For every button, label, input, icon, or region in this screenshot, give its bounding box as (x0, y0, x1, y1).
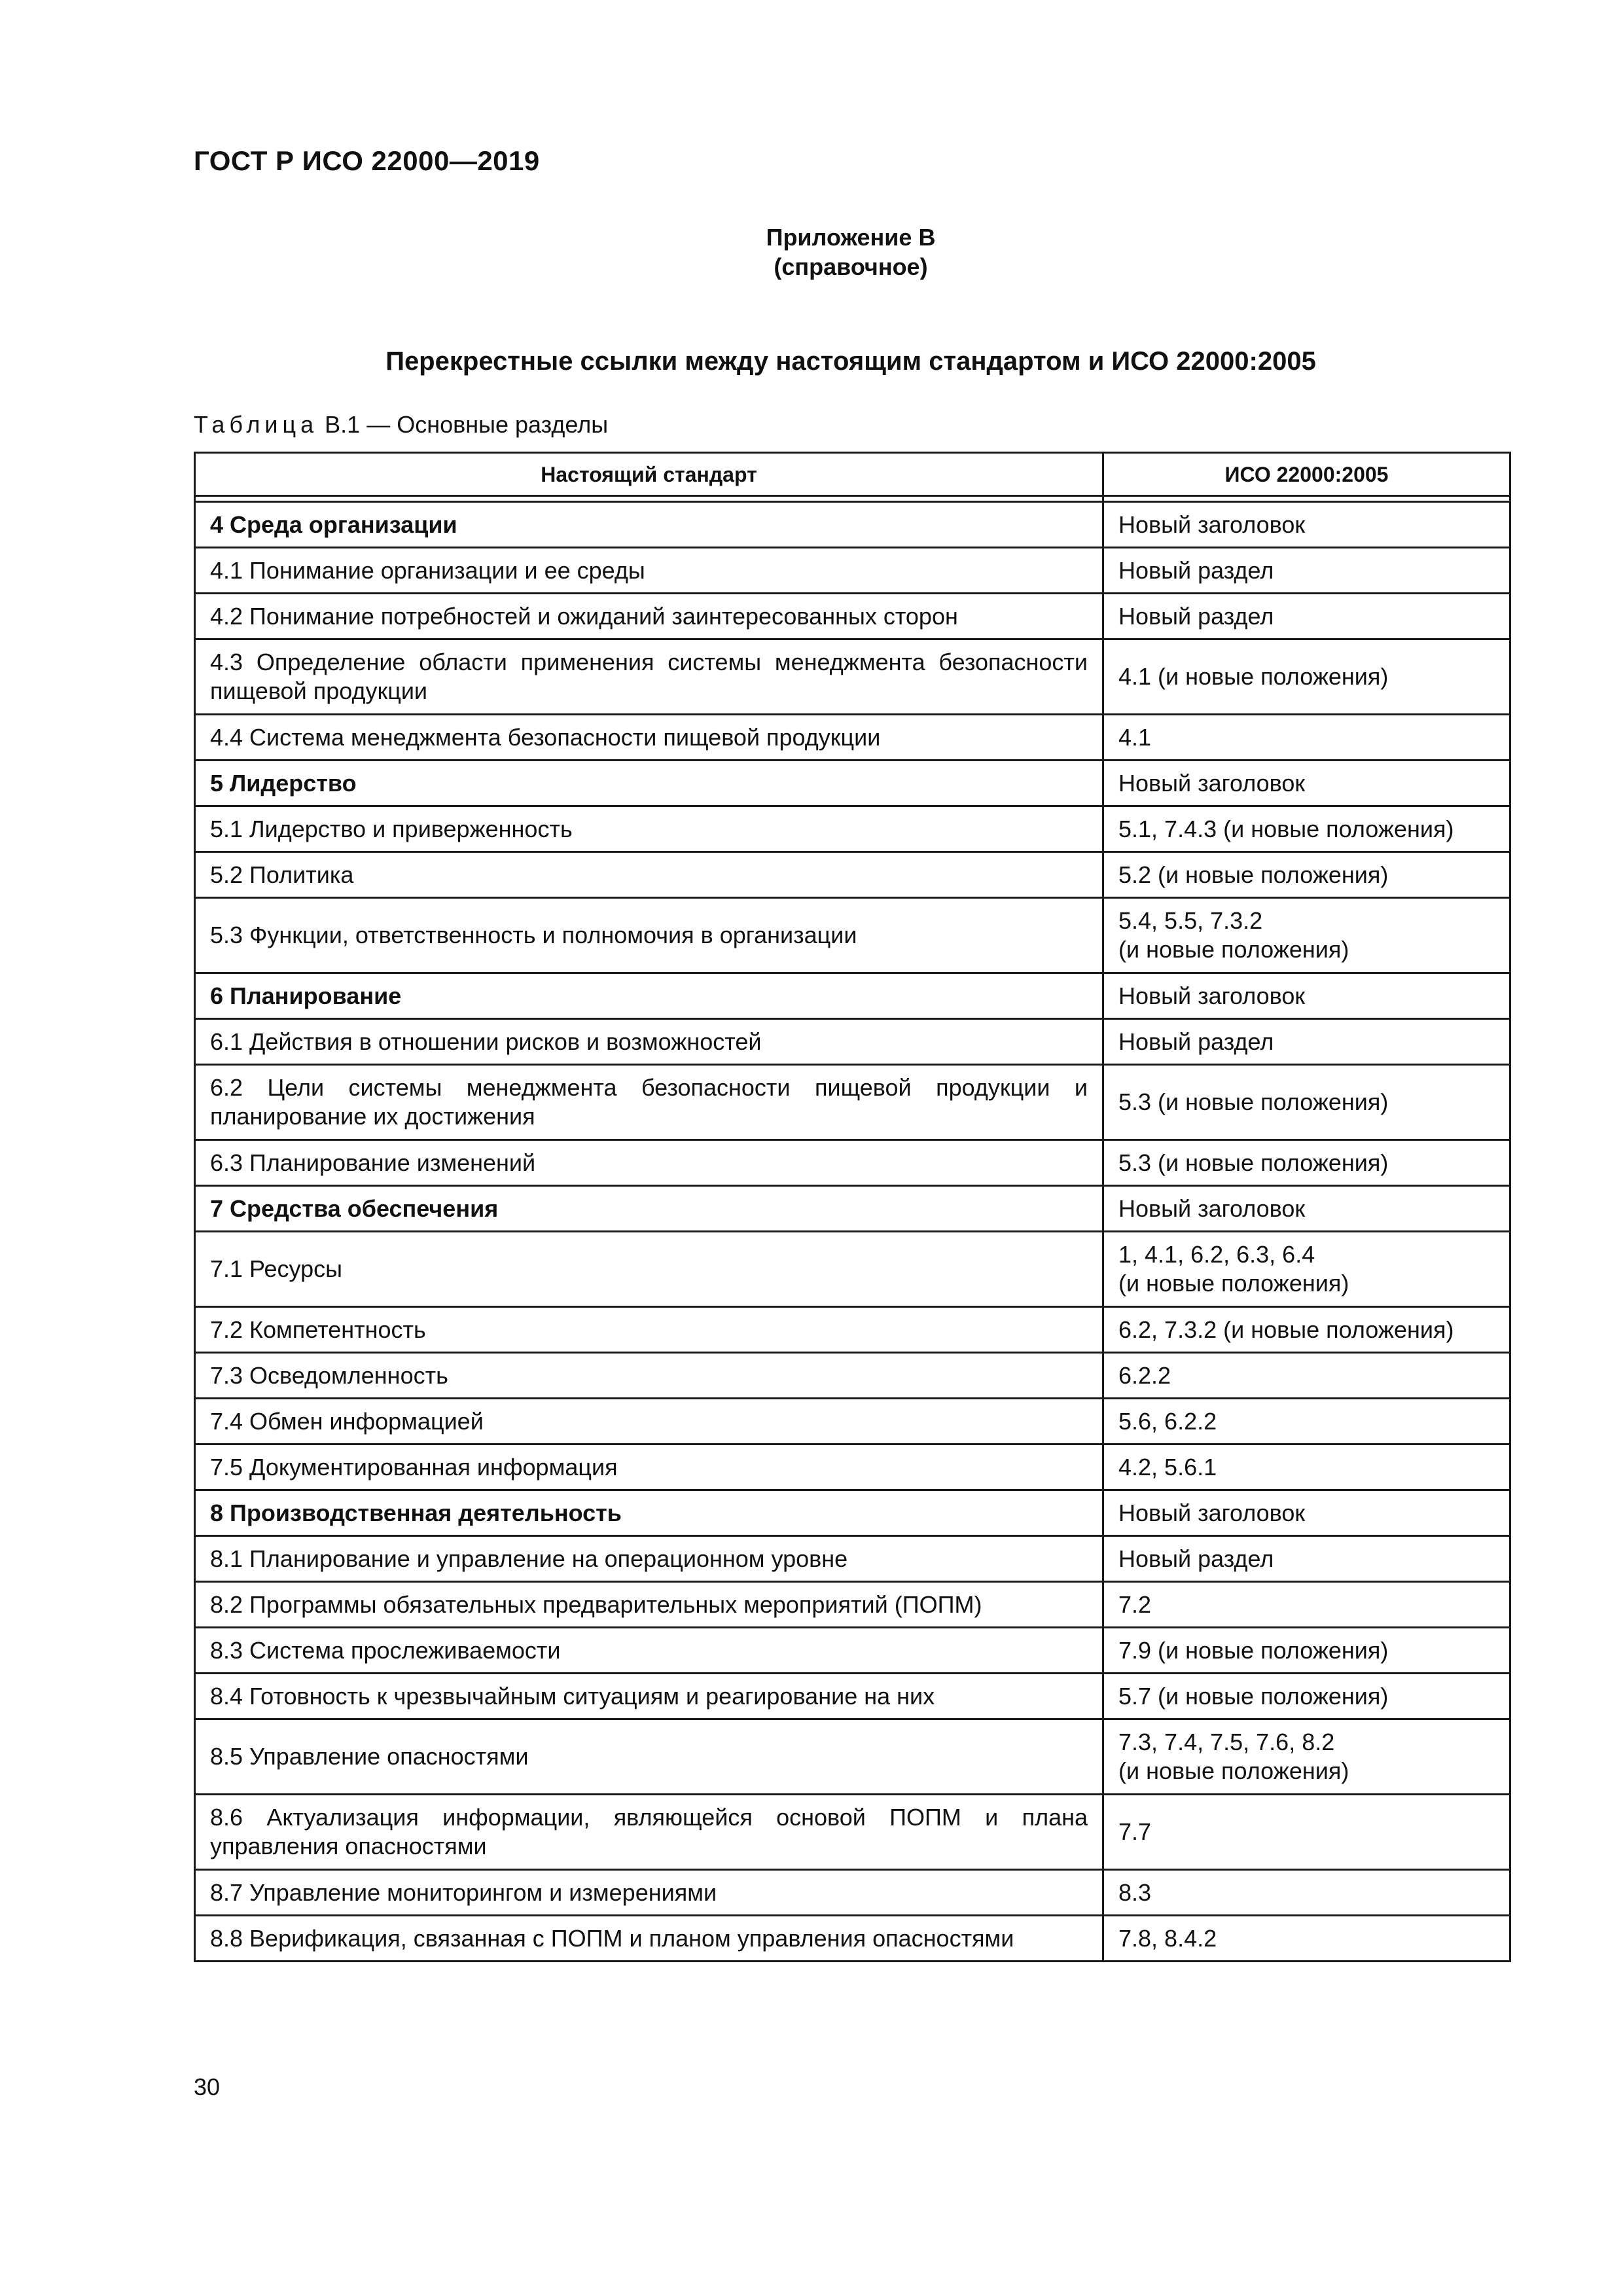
row-clause-iso-2005: 4.1 (1103, 715, 1510, 761)
row-clause-this-standard: 6.1 Действия в отношении рисков и возможностей (195, 1019, 1103, 1065)
row-clause-this-standard: 7 Средства обеспечения (195, 1186, 1103, 1232)
table-row (195, 1628, 1510, 1674)
row-clause-this-standard: 7.3 Осведомленность (195, 1353, 1103, 1399)
table-row (195, 1307, 1510, 1353)
table-row (195, 1140, 1510, 1186)
row-clause-this-standard: 4 Среда организации (195, 502, 1103, 548)
row-clause-iso-2005: Новый заголовок (1103, 1490, 1510, 1536)
table-row (195, 1719, 1510, 1795)
annex-title: Приложение В (766, 224, 936, 251)
row-clause-this-standard: 8.2 Программы обязательных предварительных мероприятий (ПОПМ) (195, 1582, 1103, 1628)
table-row (195, 1582, 1510, 1628)
row-clause-iso-2005: 5.6, 6.2.2 (1103, 1399, 1510, 1444)
row-clause-this-standard: 6.3 Планирование изменений (195, 1140, 1103, 1186)
row-clause-this-standard: 8.1 Планирование и управление на операционном уровне (195, 1536, 1103, 1582)
row-clause-iso-2005: 7.7 (1103, 1795, 1510, 1870)
table-row (195, 1019, 1510, 1065)
row-clause-this-standard: 4.1 Понимание организации и ее среды (195, 548, 1103, 594)
table-row (195, 1399, 1510, 1444)
row-clause-this-standard: 4.3 Определение области применения системы менеджмента безопасности пищевой продукции (195, 639, 1103, 715)
row-clause-iso-2005: 6.2.2 (1103, 1353, 1510, 1399)
row-clause-iso-2005: 8.3 (1103, 1870, 1510, 1916)
table-header-row (195, 453, 1510, 496)
row-clause-this-standard: 7.5 Документированная информация (195, 1444, 1103, 1490)
table-row (195, 548, 1510, 594)
table-caption-prefix: Таблица (194, 411, 319, 438)
table-row (195, 1232, 1510, 1307)
row-clause-iso-2005: 6.2, 7.3.2 (и новые положения) (1103, 1307, 1510, 1353)
table-row (195, 973, 1510, 1019)
table-row (195, 1444, 1510, 1490)
row-clause-this-standard: 8.5 Управление опасностями (195, 1719, 1103, 1795)
table-row (195, 1353, 1510, 1399)
row-clause-this-standard: 8.7 Управление мониторингом и измерениями (195, 1870, 1103, 1916)
row-clause-this-standard: 8.8 Верификация, связанная с ПОПМ и планом управления опасностями (195, 1916, 1103, 1962)
row-clause-this-standard: 8.3 Система прослеживаемости (195, 1628, 1103, 1674)
table-row (195, 761, 1510, 806)
page-title: Перекрестные ссылки между настоящим стандартом и ИСО 22000:2005 (385, 347, 1316, 376)
table-caption (194, 411, 608, 439)
table-row (195, 1186, 1510, 1232)
row-clause-this-standard: 6.2 Цели системы менеджмента безопасности пищевой продукции и планирование их достижения (195, 1065, 1103, 1140)
row-clause-this-standard: 4.2 Понимание потребностей и ожиданий заинтересованных сторон (195, 594, 1103, 639)
table-row (195, 715, 1510, 761)
page-number: 30 (194, 2073, 221, 2100)
row-clause-iso-2005: Новый раздел (1103, 1536, 1510, 1582)
row-clause-iso-2005: 5.3 (и новые положения) (1103, 1065, 1510, 1140)
row-clause-iso-2005: 7.2 (1103, 1582, 1510, 1628)
row-clause-iso-2005: 5.3 (и новые положения) (1103, 1140, 1510, 1186)
row-clause-this-standard: 5.1 Лидерство и приверженность (195, 806, 1103, 852)
table-row (195, 852, 1510, 898)
table-row (195, 594, 1510, 639)
table-row (195, 639, 1510, 715)
row-clause-iso-2005: 5.1, 7.4.3 (и новые положения) (1103, 806, 1510, 852)
annex-status: (справочное) (774, 253, 928, 280)
row-clause-this-standard: 6 Планирование (195, 973, 1103, 1019)
header-separator (195, 496, 1510, 502)
column-header-this-standard: Настоящий стандарт (195, 453, 1103, 496)
row-clause-iso-2005: 5.4, 5.5, 7.3.2 (и новые положения) (1103, 898, 1510, 973)
cross-reference-table (194, 452, 1511, 1962)
column-header-iso-2005: ИСО 22000:2005 (1103, 453, 1510, 496)
row-clause-iso-2005: Новый раздел (1103, 1019, 1510, 1065)
row-clause-iso-2005: 4.1 (и новые положения) (1103, 639, 1510, 715)
document-code: ГОСТ Р ИСО 22000—2019 (194, 145, 540, 176)
row-clause-this-standard: 8.6 Актуализация информации, являющейся основой ПОПМ и плана управления опасностями (195, 1795, 1103, 1870)
row-clause-iso-2005: 5.2 (и новые положения) (1103, 852, 1510, 898)
row-clause-iso-2005: 7.3, 7.4, 7.5, 7.6, 8.2 (и новые положения) (1103, 1719, 1510, 1795)
row-clause-iso-2005: Новый заголовок (1103, 1186, 1510, 1232)
row-clause-this-standard: 8 Производственная деятельность (195, 1490, 1103, 1536)
row-clause-this-standard: 5.2 Политика (195, 852, 1103, 898)
table-row (195, 898, 1510, 973)
row-clause-iso-2005: Новый заголовок (1103, 761, 1510, 806)
row-clause-this-standard: 7.2 Компетентность (195, 1307, 1103, 1353)
table-row (195, 1870, 1510, 1916)
table-body (195, 496, 1510, 1962)
row-clause-iso-2005: Новый заголовок (1103, 973, 1510, 1019)
table-row (195, 1795, 1510, 1870)
row-clause-iso-2005: 7.9 (и новые положения) (1103, 1628, 1510, 1674)
table-row (195, 1916, 1510, 1962)
table-row (195, 502, 1510, 548)
row-clause-iso-2005: 5.7 (и новые положения) (1103, 1674, 1510, 1719)
row-clause-this-standard: 8.4 Готовность к чрезвычайным ситуациям и реагирование на них (195, 1674, 1103, 1719)
table-caption-text: В.1 — Основные разделы (318, 411, 609, 438)
row-clause-this-standard: 5.3 Функции, ответственность и полномочия в организации (195, 898, 1103, 973)
row-clause-iso-2005: 7.8, 8.4.2 (1103, 1916, 1510, 1962)
table-row (195, 1065, 1510, 1140)
annex-heading (0, 223, 1623, 281)
row-clause-this-standard: 5 Лидерство (195, 761, 1103, 806)
row-clause-iso-2005: Новый раздел (1103, 548, 1510, 594)
row-clause-iso-2005: Новый заголовок (1103, 502, 1510, 548)
table-row (195, 1490, 1510, 1536)
row-clause-this-standard: 7.1 Ресурсы (195, 1232, 1103, 1307)
table-row (195, 1536, 1510, 1582)
table-row (195, 806, 1510, 852)
row-clause-iso-2005: Новый раздел (1103, 594, 1510, 639)
row-clause-this-standard: 7.4 Обмен информацией (195, 1399, 1103, 1444)
row-clause-iso-2005: 1, 4.1, 6.2, 6.3, 6.4 (и новые положения) (1103, 1232, 1510, 1307)
row-clause-this-standard: 4.4 Система менеджмента безопасности пищевой продукции (195, 715, 1103, 761)
table-row (195, 1674, 1510, 1719)
row-clause-iso-2005: 4.2, 5.6.1 (1103, 1444, 1510, 1490)
